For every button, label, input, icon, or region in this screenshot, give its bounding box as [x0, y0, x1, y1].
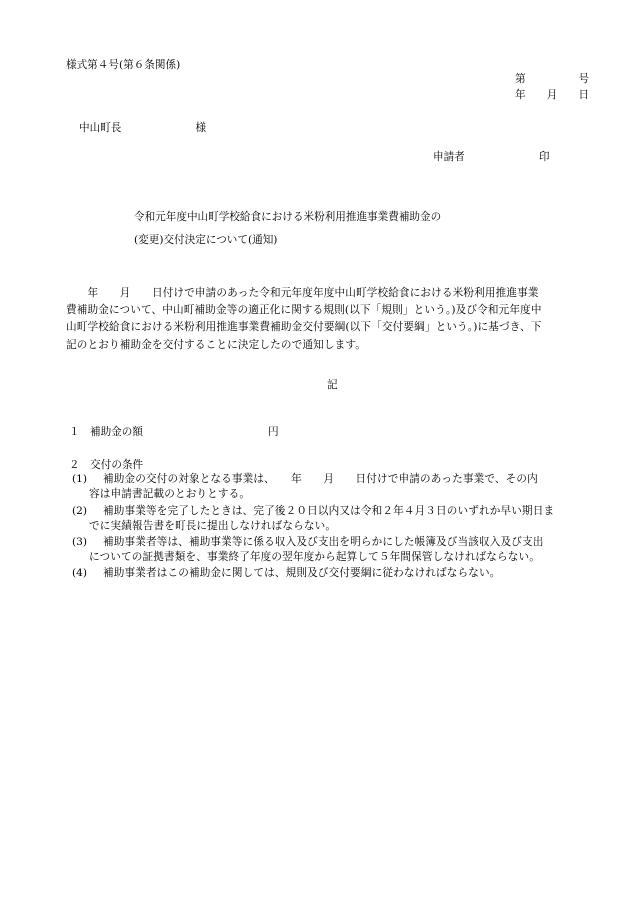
condition-text: についての証拠書類を、事業終了年度の翌年度から起算して５年間保管しなければならない。 [89, 551, 541, 563]
addressee: 中山町長 様 [79, 122, 207, 134]
condition-text: 補助事業者はこの補助金に関しては、規則及び交付要綱に従わなければならない。 [103, 567, 501, 579]
condition-text: 補助事業等を完了したときは、完了後２０日以内又は令和２年４月３日のいずれか早い期日ま [103, 505, 555, 517]
body-paragraph [66, 285, 600, 354]
condition-number: (4) [72, 567, 88, 579]
item2-heading: ２ 交付の条件 [69, 459, 144, 471]
applicant-seal: 申請者 印 [433, 151, 550, 163]
item1-number: １ [69, 426, 80, 438]
condition-number: (2) [72, 505, 88, 517]
document-date: 年 月 日 [515, 89, 590, 101]
item1-unit: 円 [268, 426, 279, 438]
condition-text: 補助金の交付の対象となる事業は、 年 月 日付けで申請のあった事業で、その内 [103, 473, 538, 485]
body-line: 費補助金について、中山町補助金等の適正化に関する規則(以下「規則」という。)及び令和元年度中 [66, 304, 542, 317]
body-line: 山町学校給食における米粉利用推進事業費補助金交付要綱(以下「交付要綱」という。)に基づき、下 [66, 321, 542, 334]
notice-title-line2: (変更)交付決定について(通知) [134, 234, 278, 246]
item1-label: 補助金の額 [90, 426, 143, 438]
condition-number: (1) [72, 473, 88, 485]
body-line: 年 月 日付けで申請のあった令和元年度年度中山町学校給食における米粉利用推進事業 [66, 287, 539, 299]
document-number: 第 号 [515, 73, 590, 85]
notice-title-line1: 令和元年度中山町学校給食における米粉利用推進事業費補助金の [134, 211, 442, 223]
condition-text: でに実績報告書を町長に提出しなければならない。 [89, 520, 337, 532]
condition-text: 容は申請書記載のとおりとする。 [89, 488, 251, 500]
condition-text: 補助事業者等は、補助事業等に係る収入及び支出を明らかにした帳簿及び当該収入及び支出 [103, 536, 544, 548]
form-label: 様式第４号(第６条関係) [66, 59, 181, 71]
ki-heading: 記 [327, 379, 338, 391]
condition-number: (3) [72, 536, 88, 548]
body-line: 記のとおり補助金を交付することに決定したので通知します。 [66, 338, 366, 351]
